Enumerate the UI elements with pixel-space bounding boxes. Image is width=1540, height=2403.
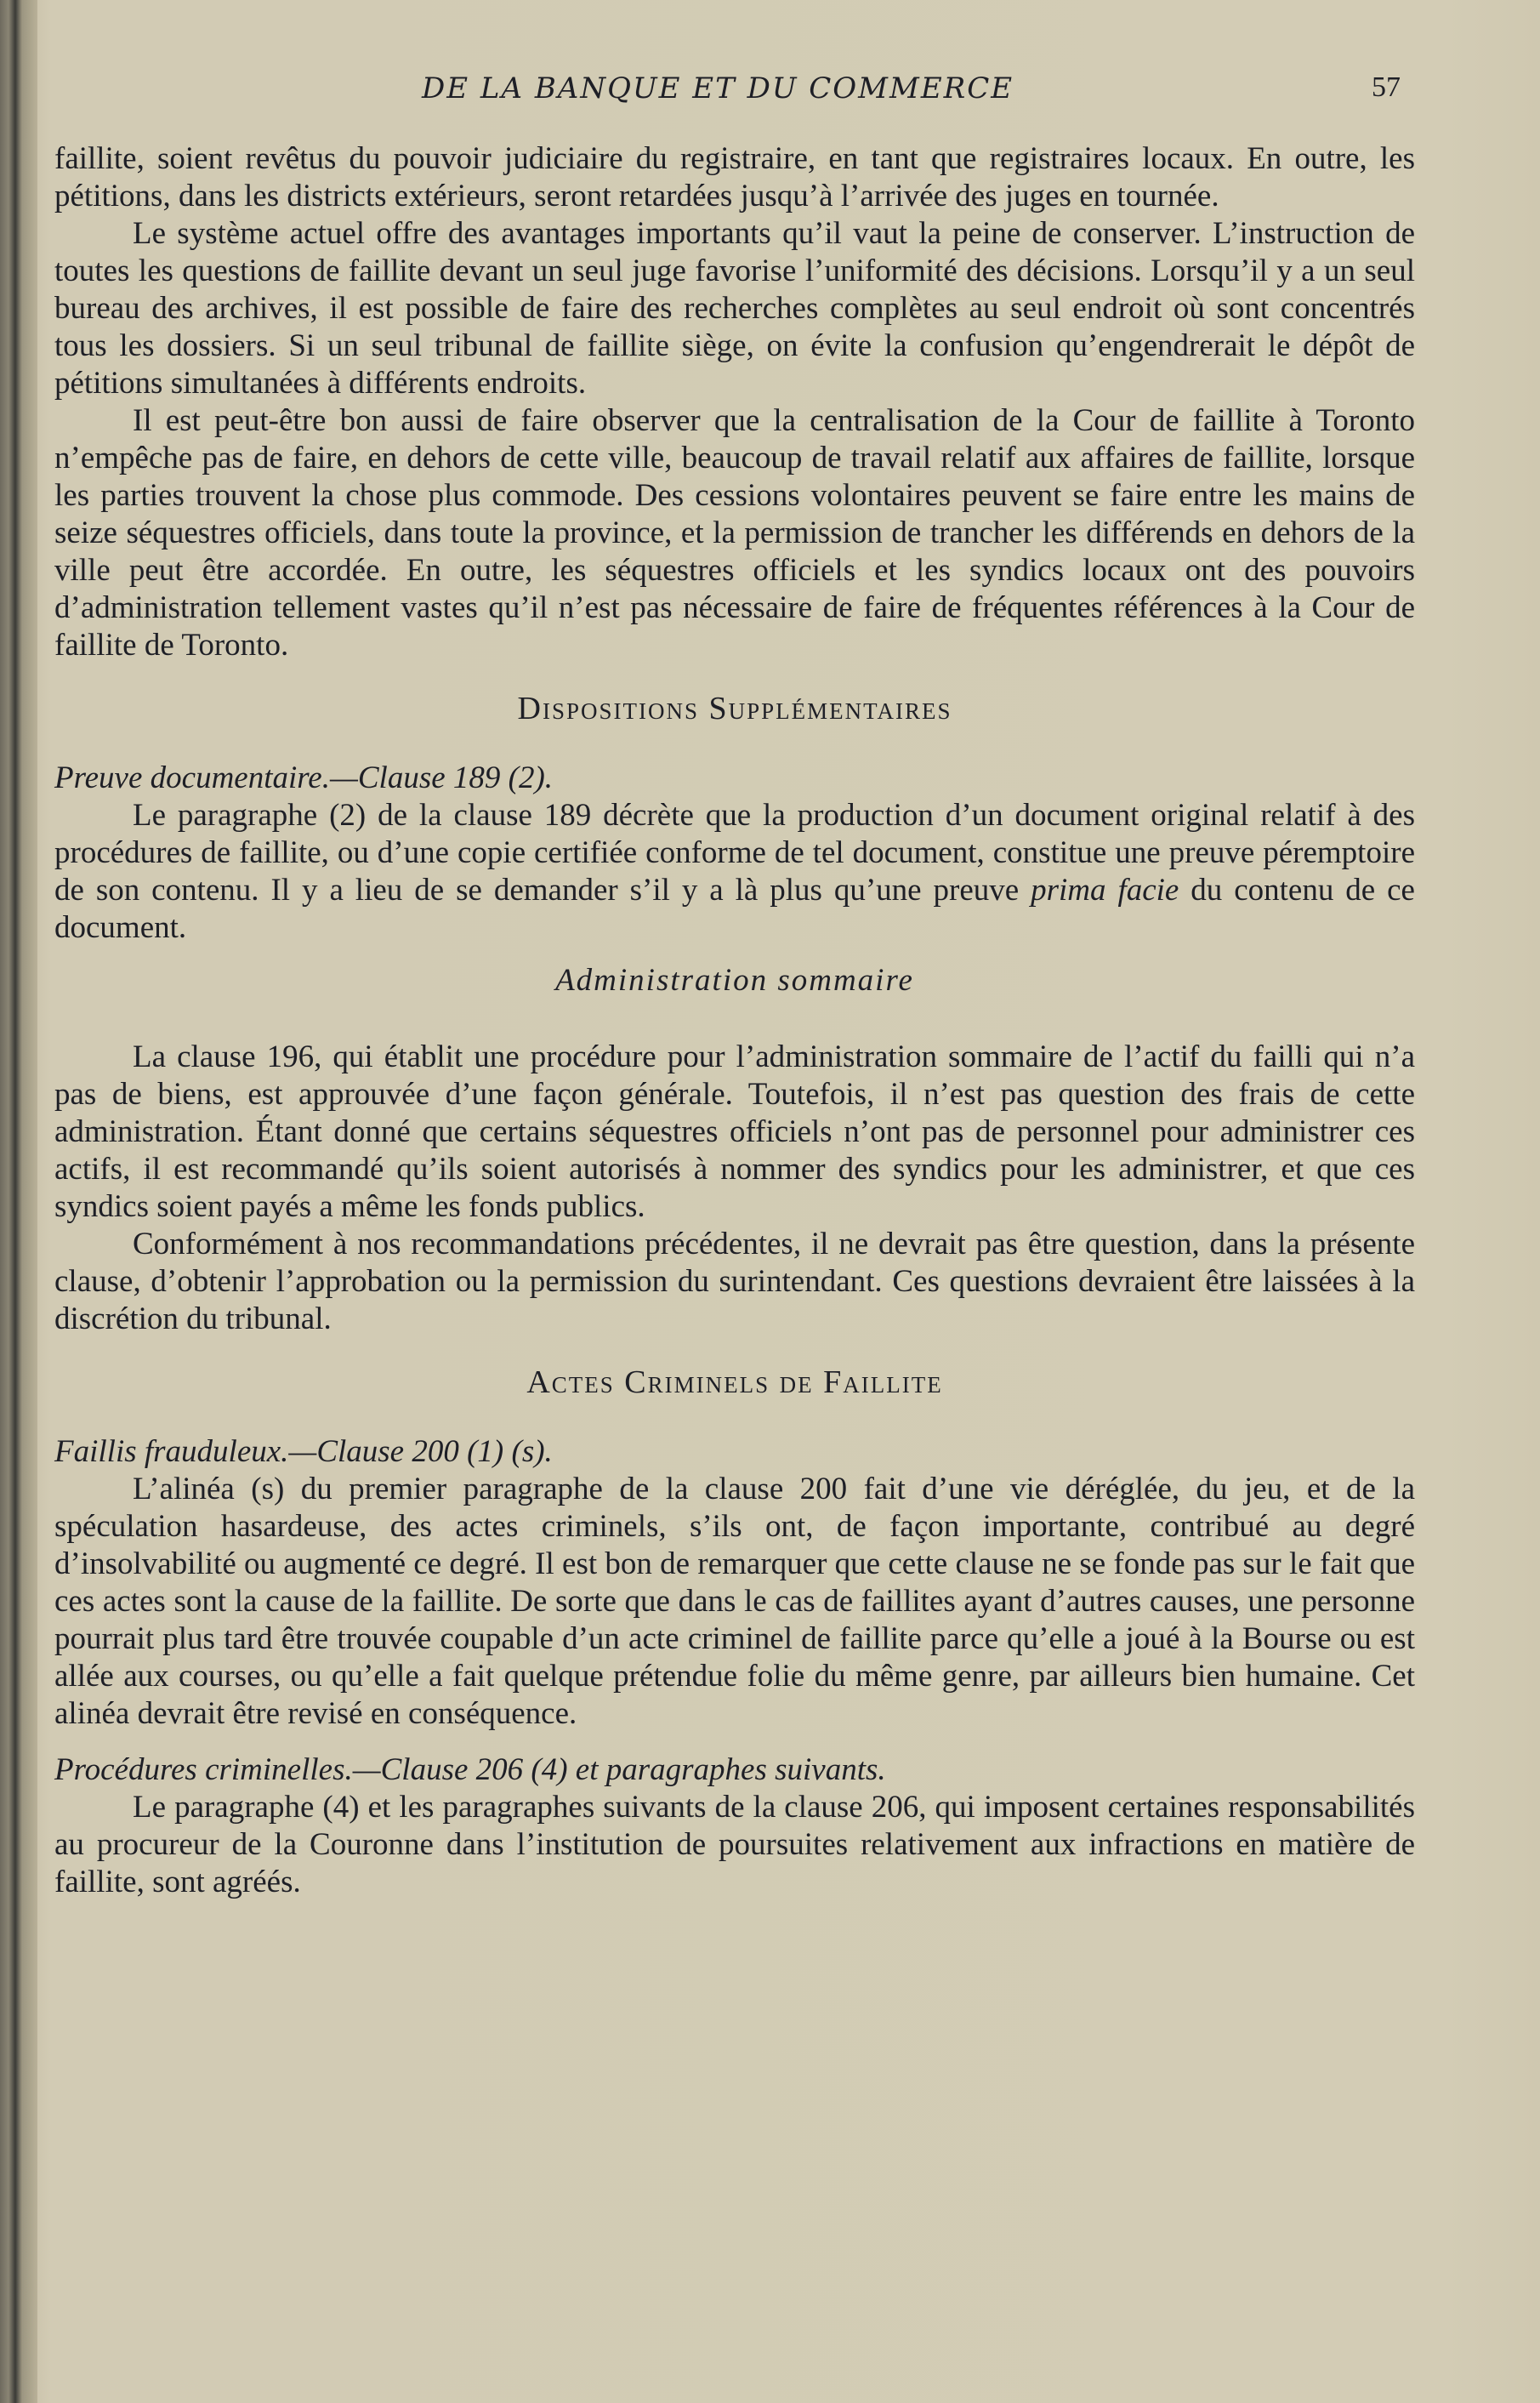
italic-term: prima facie	[1031, 873, 1179, 908]
paragraph: Le paragraphe (4) et les paragraphes suivants de la clause 206, qui imposent certaines responsabilités au procureur de la Couronne dans l’institution de poursuites relativement aux infractions en matière de faillite, sont agréés.	[54, 1790, 1415, 1899]
paragraph: Le système actuel offre des avantages importants qu’il vaut la peine de conserver. L’instruction de toutes les questions de faillite devant un seul juge favorise l’uniformité des décisions. Lorsqu’il y a un seul bureau des archives, il est possible de faire des recherches complètes au seul endroit où sont concentrés tous les dossiers. Si un seul tribunal de faillite siège, on évite la confusion qu’engendrerait le dépôt de pétitions simultanées à différents endroits.	[54, 216, 1415, 401]
paragraph-text: Le paragraphe (2) de la clause 189 décrète que la production d’un document original relatif à des procédures de faillite, ou d’une copie certifiée conforme de tel document, constitue une preuve péremptoire de son contenu. Il y a lieu de se demander s’il y a là plus qu’une preuve	[54, 798, 1415, 908]
subsection-heading: Preuve documentaire.—Clause 189 (2).	[54, 760, 554, 795]
spacer	[54, 1733, 1415, 1751]
paragraph: Il est peut-être bon aussi de faire observer que la centralisation de la Cour de faillite à Toronto n’empêche pas de faire, en dehors de cette ville, beaucoup de travail relatif aux affaires de faillite, lorsque les parties trouvent la chose plus commode. Des cessions volontaires peuvent se faire entre les mains de seize séquestres officiels, dans toute la province, et la permission de trancher les différends en dehors de la ville peut être accordée. En outre, les séquestres officiels et les syndics locaux ont des pouvoirs d’administration tellement vastes qu’il n’est pas nécessaire de faire de fréquentes références à la Cour de faillite de Toronto.	[54, 403, 1415, 663]
paragraph: L’alinéa (s) du premier paragraphe de la clause 200 fait d’une vie déréglée, du jeu, et de la spéculation hasardeuse, des actes criminels, s’ils ont, de façon importante, contribué au degré d’insolvabilité ou augmenté ce degré. Il est bon de remarquer que cette clause ne se fonde pas sur le fait que ces actes sont la cause de la faillite. De sorte que dans le cas de faillites ayant d’autres causes, une personne pourrait plus tard être trouvée coupable d’un acte criminel de faillite parce qu’elle a joué à la Bourse ou est allée aux courses, ou qu’elle a fait quelque prétendue folie du même genre, par ailleurs bien humaine. Cet alinéa devrait être revisé en conséquence.	[54, 1472, 1415, 1731]
page-number: 57	[1372, 71, 1401, 103]
book-binding-edge	[0, 0, 37, 2403]
paragraph: La clause 196, qui établit une procédure pour l’administration sommaire de l’actif du failli qui n’a pas de biens, est approuvée d’une façon générale. Toutefois, il n’est pas question des frais de cette administration. Étant donné que certains séquestres officiels n’ont pas de personnel pour administrer ces actifs, il est recommandé qu’ils soient autorisés à nommer des syndics pour les administrer, et que ces syndics soient payés a même les fonds publics.	[54, 1039, 1415, 1224]
subsection-heading: Procédures criminelles.—Clause 206 (4) et paragraphes suivants.	[54, 1752, 886, 1787]
paragraph: Conformément à nos recommandations précédentes, il ne devrait pas être question, dans la présente clause, d’obtenir l’approbation ou la permission du surintendant. Ces questions devraient être laissées à la discrétion du tribunal.	[54, 1227, 1415, 1336]
section-heading: Dispositions Supplémentaires	[517, 691, 952, 726]
section-heading: Actes Criminels de Faillite	[526, 1364, 943, 1400]
running-head: DE LA BANQUE ET DU COMMERCE	[422, 71, 1014, 105]
subsection-heading: Faillis frauduleux.—Clause 200 (1) (s).	[54, 1434, 553, 1469]
body-text	[54, 140, 1415, 1901]
paragraph: faillite, soient revêtus du pouvoir judiciaire du registraire, en tant que registraires locaux. En outre, les pétitions, dans les districts extérieurs, seront retardées jusqu’à l’arrivée des juges en tournée.	[54, 141, 1415, 214]
paragraph-text: du contenu de ce document.	[54, 873, 1415, 945]
paragraph	[54, 797, 1415, 947]
subsection-heading: Administration sommaire	[555, 963, 914, 998]
